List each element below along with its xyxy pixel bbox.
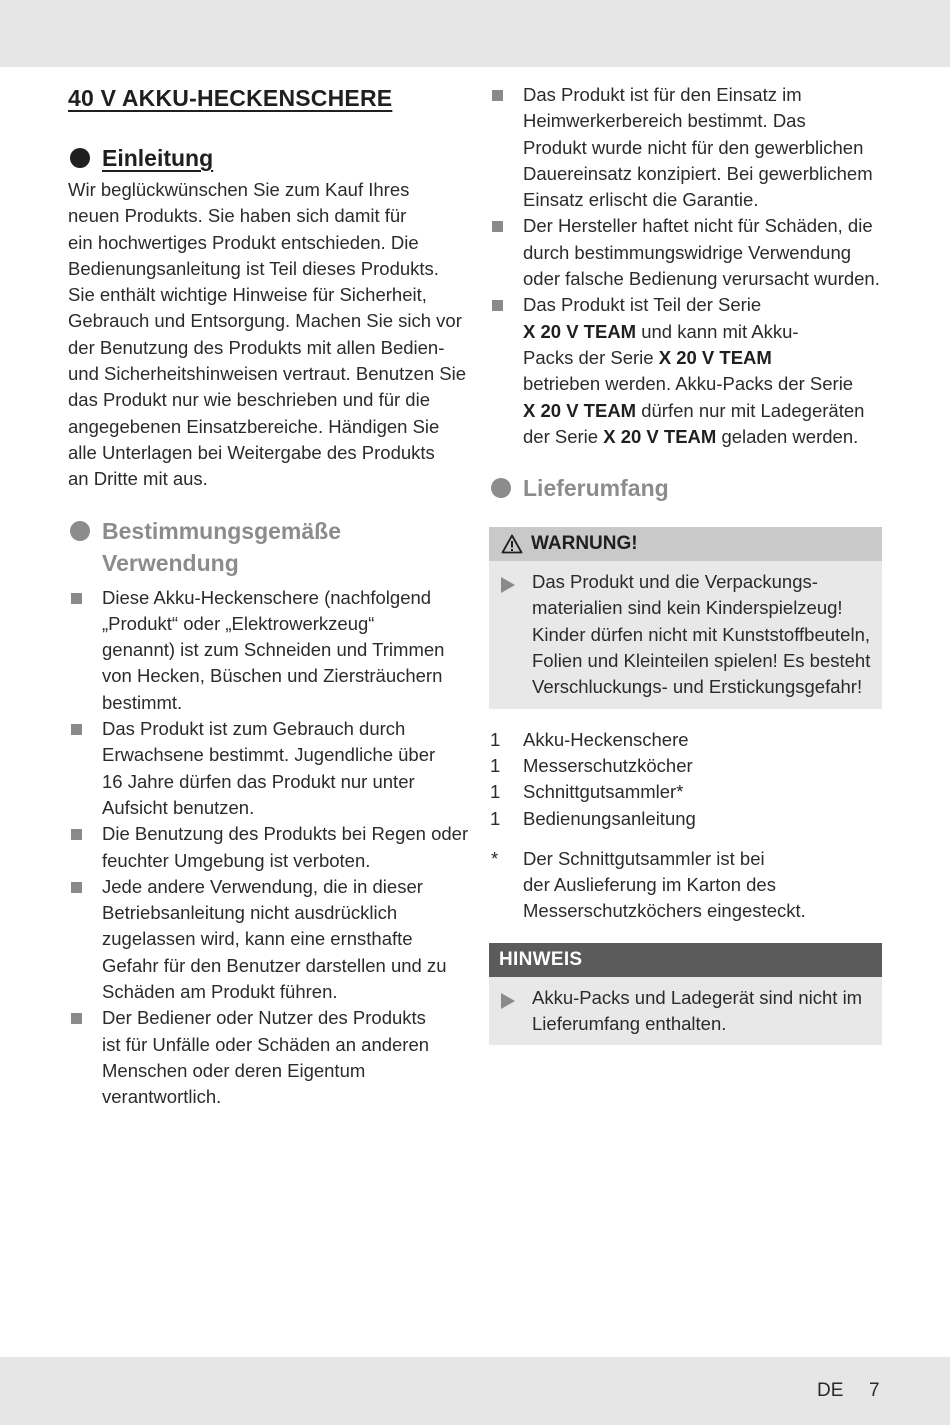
footnote: * Der Schnittgutsammler ist bei der Auslieferung im Karton des Messerschutzköchers eingesteckt.	[491, 847, 806, 922]
list-item: Das Produkt ist für den Einsatz im Heimwerkerbereich bestimmt. Das Produkt wurde nicht für den gewerblichen Dauereinsatz konzipiert. Bei gewerblichem Einsatz erlischt die Garantie.	[489, 82, 882, 213]
series-name: X 20 V TEAM	[523, 320, 637, 342]
list-item: 1 Bedienungsanleitung	[490, 807, 696, 829]
list-item: Der Bediener oder Nutzer des Produkts ist für Unfälle oder Schäden an anderen Menschen oder deren Eigentum verantwortlich.	[68, 1005, 468, 1110]
warning-text: Das Produkt und die Verpackungs- materialien sind kein Kinderspielzeug! Kinder dürfen nicht mit Kunststoffbeuteln, Folien und Kleinteilen spielen! Es besteht Verschluckungs- und Erstickungsgefahr!	[489, 561, 882, 708]
series-name: X 20 V TEAM	[523, 399, 637, 421]
list-item: Diese Akku-Heckenschere (nachfolgend „Produkt“ oder „Elektrowerkzeug“ genannt) ist zum Schneiden und Trimmen von Hecken, Büschen und Ziersträuchern bestimmt.	[68, 585, 468, 716]
series-name: X 20 V TEAM	[603, 425, 717, 447]
usage-list-continued	[489, 82, 882, 450]
square-bullet-icon	[492, 300, 503, 311]
right-column	[489, 82, 882, 1045]
arrow-bullet-icon	[501, 993, 515, 1009]
list-item: Das Produkt ist zum Gebrauch durch Erwachsene bestimmt. Jugendliche über 16 Jahre dürfen das Produkt nur unter Aufsicht benutzen.	[68, 716, 468, 821]
square-bullet-icon	[71, 1013, 82, 1024]
footer-language: DE	[817, 1380, 844, 1401]
document-title: 40 V AKKU-HECKENSCHERE	[68, 85, 393, 111]
square-bullet-icon	[492, 221, 503, 232]
list-item: Jede andere Verwendung, die in dieser Betriebsanleitung nicht ausdrücklich zugelassen wird, kann eine ernsthafte Gefahr für den Benutzer darstellen und zu Schäden am Produkt führen.	[68, 874, 468, 1005]
square-bullet-icon	[71, 829, 82, 840]
delivery-list	[489, 727, 882, 832]
hint-header: HINWEIS	[489, 943, 882, 977]
bullet-dot-icon	[491, 478, 511, 498]
bullet-dot-icon	[70, 148, 90, 168]
square-bullet-icon	[71, 593, 82, 604]
list-item: 1 Schnittgutsammler*	[490, 781, 684, 803]
section-heading-verwendung: Bestimmungsgemäße Verwendung	[68, 515, 468, 579]
section-heading-einleitung: Einleitung	[68, 142, 468, 174]
list-item: 1 Akku-Heckenschere	[490, 728, 689, 750]
warning-triangle-icon	[501, 534, 523, 554]
list-item: 1 Messerschutzköcher	[490, 754, 693, 776]
footer-band	[0, 1357, 950, 1425]
header-band	[0, 0, 950, 67]
warning-header: WARNUNG!	[489, 527, 882, 561]
page-number: 7	[869, 1380, 880, 1401]
list-item-series: Das Produkt ist Teil der Serie X 20 V TEAM und kann mit Akku- Packs der Serie X 20 V TEAM betrieben werden. Akku-Packs der Serie X 20 V TEAM dürfen nur mit Ladegeräten der Serie X 20 V TEAM geladen werden.	[489, 292, 882, 450]
section-heading-lieferumfang: Lieferumfang	[489, 472, 882, 504]
warning-box	[489, 527, 882, 708]
left-column	[68, 82, 468, 1111]
square-bullet-icon	[71, 882, 82, 893]
list-item: Der Hersteller haftet nicht für Schäden, die durch bestimmungswidrige Verwendung oder falsche Bedienung verursacht wurden.	[489, 213, 882, 292]
square-bullet-icon	[71, 724, 82, 735]
square-bullet-icon	[492, 90, 503, 101]
hint-box	[489, 943, 882, 1046]
list-item: Die Benutzung des Produkts bei Regen oder feuchter Umgebung ist verboten.	[68, 821, 468, 874]
hint-text: Akku-Packs und Ladegerät sind nicht im Lieferumfang enthalten.	[489, 977, 882, 1046]
usage-list	[68, 585, 468, 1111]
bullet-dot-icon	[70, 521, 90, 541]
series-name: X 20 V TEAM	[658, 346, 772, 368]
arrow-bullet-icon	[501, 577, 515, 593]
intro-paragraph: Wir beglückwünschen Sie zum Kauf Ihres neuen Produkts. Sie haben sich damit für ein hochwertiges Produkt entschieden. Die Bedienungsanleitung ist Teil dieses Produkts. Sie enthält wichtige Hinweise für Sicherheit, Gebrauch und Entsorgung. Machen Sie sich vor der Benutzung des Produkts mit allen Bedien- und Sicherheitshinweisen vertraut. Benutzen Sie das Produkt nur wie beschrieben und für die angegebenen Einsatzbereiche. Händigen Sie alle Unterlagen bei Weitergabe des Produkts an Dritte mit aus.	[68, 179, 466, 490]
